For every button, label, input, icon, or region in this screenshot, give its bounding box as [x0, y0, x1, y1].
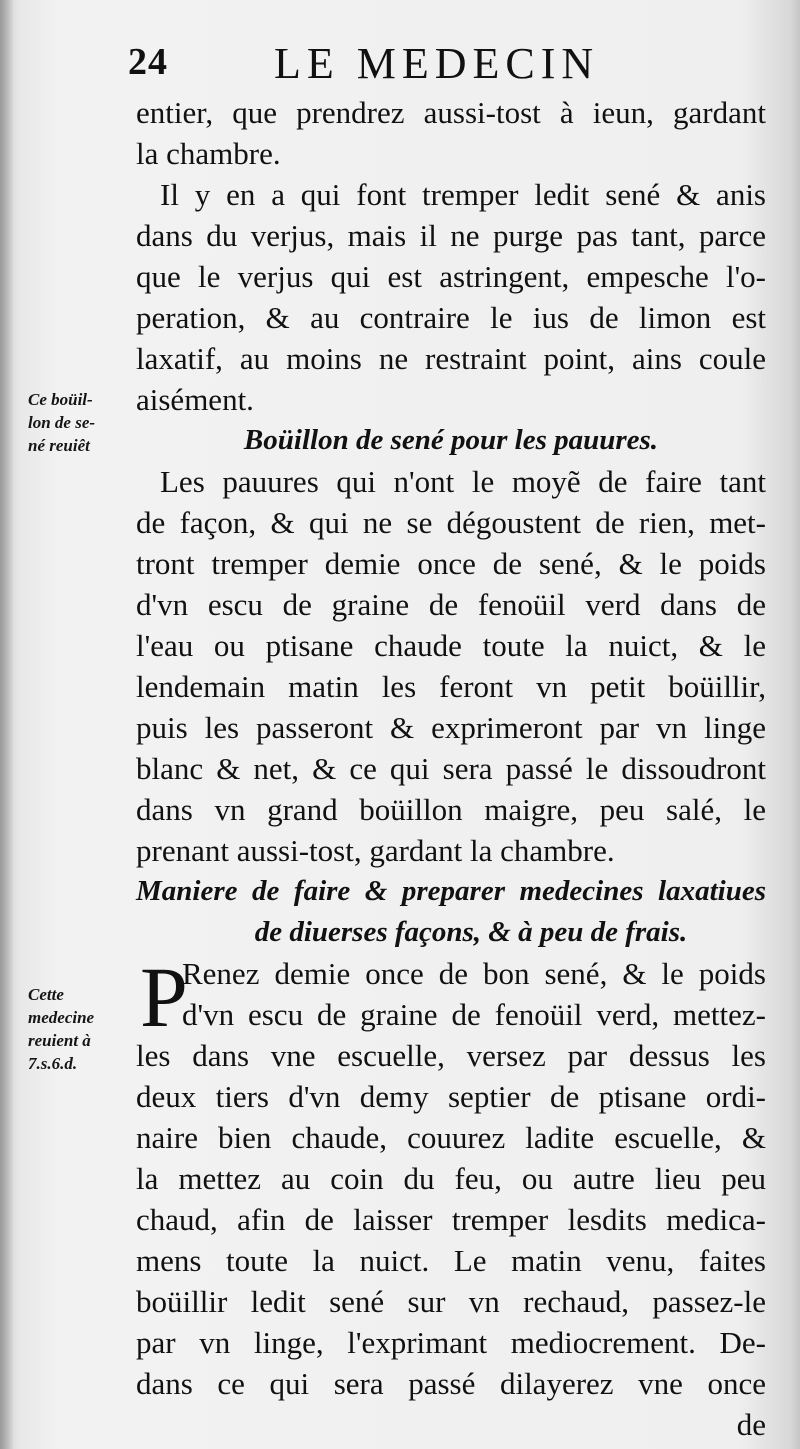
text-line: peration, & au contraire le ius de limon est	[136, 300, 766, 335]
text-line: la chambre.	[136, 136, 281, 171]
text-line: lendemain matin les feront vn petit boüillir,	[136, 669, 766, 704]
page-number: 24	[128, 41, 168, 83]
running-head: LE MEDECIN	[274, 39, 600, 88]
text-line: puis les passeront & exprimeront par vn linge	[136, 710, 766, 745]
body-text	[136, 92, 766, 1445]
text-line: blanc & net, & ce qui sera passé le dissoudront	[136, 751, 766, 786]
margin-note-line: né reuiêt	[28, 436, 90, 455]
margin-note-1	[28, 388, 128, 457]
margin-note-2	[28, 983, 128, 1075]
text-line: boüillir ledit sené sur vn rechaud, passez-le	[136, 1284, 766, 1319]
gutter-shadow	[0, 0, 14, 1449]
text-line: d'vn escu de graine de fenoüil verd, mettez-	[182, 997, 766, 1032]
text-line: aisément.	[136, 382, 254, 417]
text-line: l'eau ou ptisane chaude toute la nuict, & le	[136, 628, 766, 663]
margin-note-line: Ce boüil-	[28, 390, 93, 409]
section-heading: de diuerses façons, & à peu de frais.	[254, 916, 688, 948]
text-line: prenant aussi-tost, gardant la chambre.	[136, 833, 615, 868]
text-line: les dans vne escuelle, versez par dessus les	[136, 1038, 766, 1073]
text-line: entier, que prendrez aussi-tost à ieun, gardant	[136, 95, 766, 130]
margin-note-line: reuient à	[28, 1031, 91, 1050]
catchword: de	[736, 1407, 766, 1442]
dropcap-paragraph	[136, 949, 766, 1445]
text-line: Les pauures qui n'ont le moyẽ de faire tant	[160, 464, 766, 499]
text-line: que le verjus qui est astringent, empesche l'o-	[136, 259, 766, 294]
text-line: Il y en a qui font tremper ledit sené & anis	[160, 177, 766, 212]
text-line: de façon, & qui ne se dégoustent de rien, met-	[136, 505, 766, 540]
text-line: tront tremper demie once de sené, & le poids	[136, 546, 766, 581]
margin-note-line: medecine	[28, 1008, 95, 1027]
page-header	[128, 30, 768, 90]
margin-note-line: 7.s.6.d.	[28, 1054, 78, 1073]
text-line: chaud, afin de laisser tremper lesdits medica-	[136, 1202, 766, 1237]
text-line: dans du verjus, mais il ne purge pas tant, parce	[136, 218, 766, 253]
text-line: laxatif, au moins ne restraint point, ains coule	[136, 341, 766, 376]
text-line: dans ce qui sera passé dilayerez vne once	[136, 1366, 766, 1401]
section-heading: Maniere de faire & preparer medecines laxatiues	[136, 875, 766, 907]
margin-note-line: Cette	[28, 985, 64, 1004]
text-line: d'vn escu de graine de fenoüil verd dans de	[136, 587, 766, 622]
text-line: par vn linge, l'exprimant mediocrement. De-	[136, 1325, 766, 1360]
text-line: naire bien chaude, couurez ladite escuelle, &	[136, 1120, 766, 1155]
drop-cap: P	[140, 949, 188, 1045]
text-line: deux tiers d'vn demy septier de ptisane ordi-	[136, 1079, 766, 1114]
text-line: la mettez au coin du feu, ou autre lieu peu	[136, 1161, 766, 1196]
margin-note-line: lon de se-	[28, 413, 96, 432]
text-line: dans vn grand boüillon maigre, peu salé, le	[136, 792, 766, 827]
section-heading: Boüillon de sené pour les pauures.	[243, 424, 659, 456]
text-line: mens toute la nuict. Le matin venu, faites	[136, 1243, 766, 1278]
text-line: Renez demie once de bon sené, & le poids	[182, 956, 766, 991]
